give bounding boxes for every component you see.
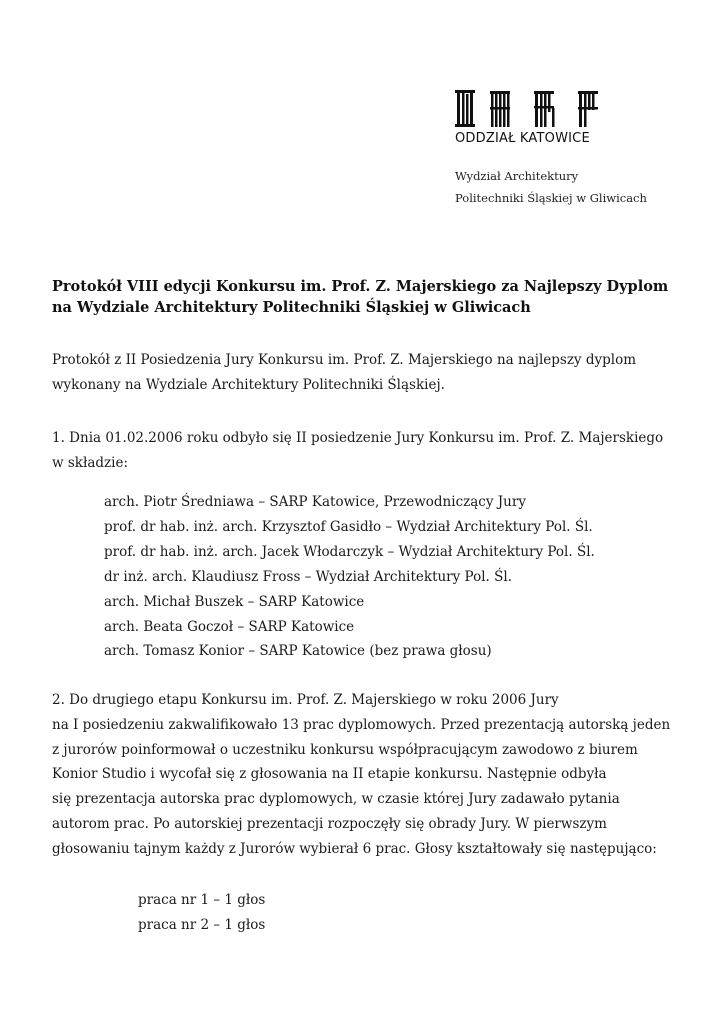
jury-member: dr inż. arch. Klaudiusz Fross – Wydział Architektury Pol. Śl. xyxy=(104,568,512,585)
jury-member: arch. Michał Buszek – SARP Katowice xyxy=(104,593,365,610)
jury-members-list xyxy=(104,490,595,664)
paragraph-line: Konior Studio i wycofał się z głosowania na II etapie konkursu. Następnie odbyła xyxy=(52,766,607,783)
vote-item: praca nr 2 – 1 głos xyxy=(138,916,266,933)
votes-list xyxy=(138,888,265,937)
paragraph-line: autorom prac. Po autorskiej prezentacji rozpoczęły się obrady Jury. W pierwszym xyxy=(52,815,607,832)
section-1-paragraph xyxy=(52,426,682,476)
intro-paragraph xyxy=(52,348,682,398)
paragraph-line: wykonany na Wydziale Architektury Politechniki Śląskiej. xyxy=(52,376,445,393)
section-2-paragraph xyxy=(52,688,682,862)
vote-item: praca nr 1 – 1 głos xyxy=(138,892,266,908)
title-line: Protokół VIII edycji Konkursu im. Prof. Z. Majerskiego za Najlepszy Dyplom xyxy=(52,278,669,295)
jury-member: prof. dr hab. inż. arch. Krzysztof Gasidło – Wydział Architektury Pol. Śl. xyxy=(104,518,593,535)
jury-member: prof. dr hab. inż. arch. Jacek Włodarczyk – Wydział Architektury Pol. Śl. xyxy=(104,543,595,560)
paragraph-line: na I posiedzeniu zakwalifikowało 13 prac dyplomowych. Przed prezentacją autorską jeden xyxy=(52,716,671,733)
affiliation-line: Wydział Architektury xyxy=(455,169,579,183)
paragraph-line: z jurorów poinformował o uczestniku konkursu współpracującym zawodowo z biurem xyxy=(52,741,638,758)
title-line: na Wydziale Architektury Politechniki Śląskiej w Gliwicach xyxy=(52,299,531,316)
affiliation xyxy=(455,165,647,209)
affiliation-line: Politechniki Śląskiej w Gliwicach xyxy=(455,191,647,205)
paragraph-line: 1. Dnia 01.02.2006 roku odbyło się II posiedzenie Jury Konkursu im. Prof. Z. Majerskiego xyxy=(52,430,664,446)
org-name: ODDZIAŁ KATOWICE xyxy=(455,131,590,146)
jury-member: arch. Piotr Średniawa – SARP Katowice, Przewodniczący Jury xyxy=(104,494,526,510)
paragraph-line: 2. Do drugiego etapu Konkursu im. Prof. Z. Majerskiego w roku 2006 Jury xyxy=(52,692,559,708)
jury-member: arch. Tomasz Konior – SARP Katowice (bez prawa głosu) xyxy=(104,643,492,660)
document-title xyxy=(52,276,672,318)
jury-member: arch. Beata Goczoł – SARP Katowice xyxy=(104,618,355,635)
paragraph-line: w składzie: xyxy=(52,454,128,471)
paragraph-line: Protokół z II Posiedzenia Jury Konkursu im. Prof. Z. Majerskiego na najlepszy dyplom xyxy=(52,352,637,368)
paragraph-line: się prezentacja autorska prac dyplomowych, w czasie której Jury zadawało pytania xyxy=(52,791,620,808)
paragraph-line: głosowaniu tajnym każdy z Jurorów wybierał 6 prac. Głosy kształtowały się następująco: xyxy=(52,840,657,857)
